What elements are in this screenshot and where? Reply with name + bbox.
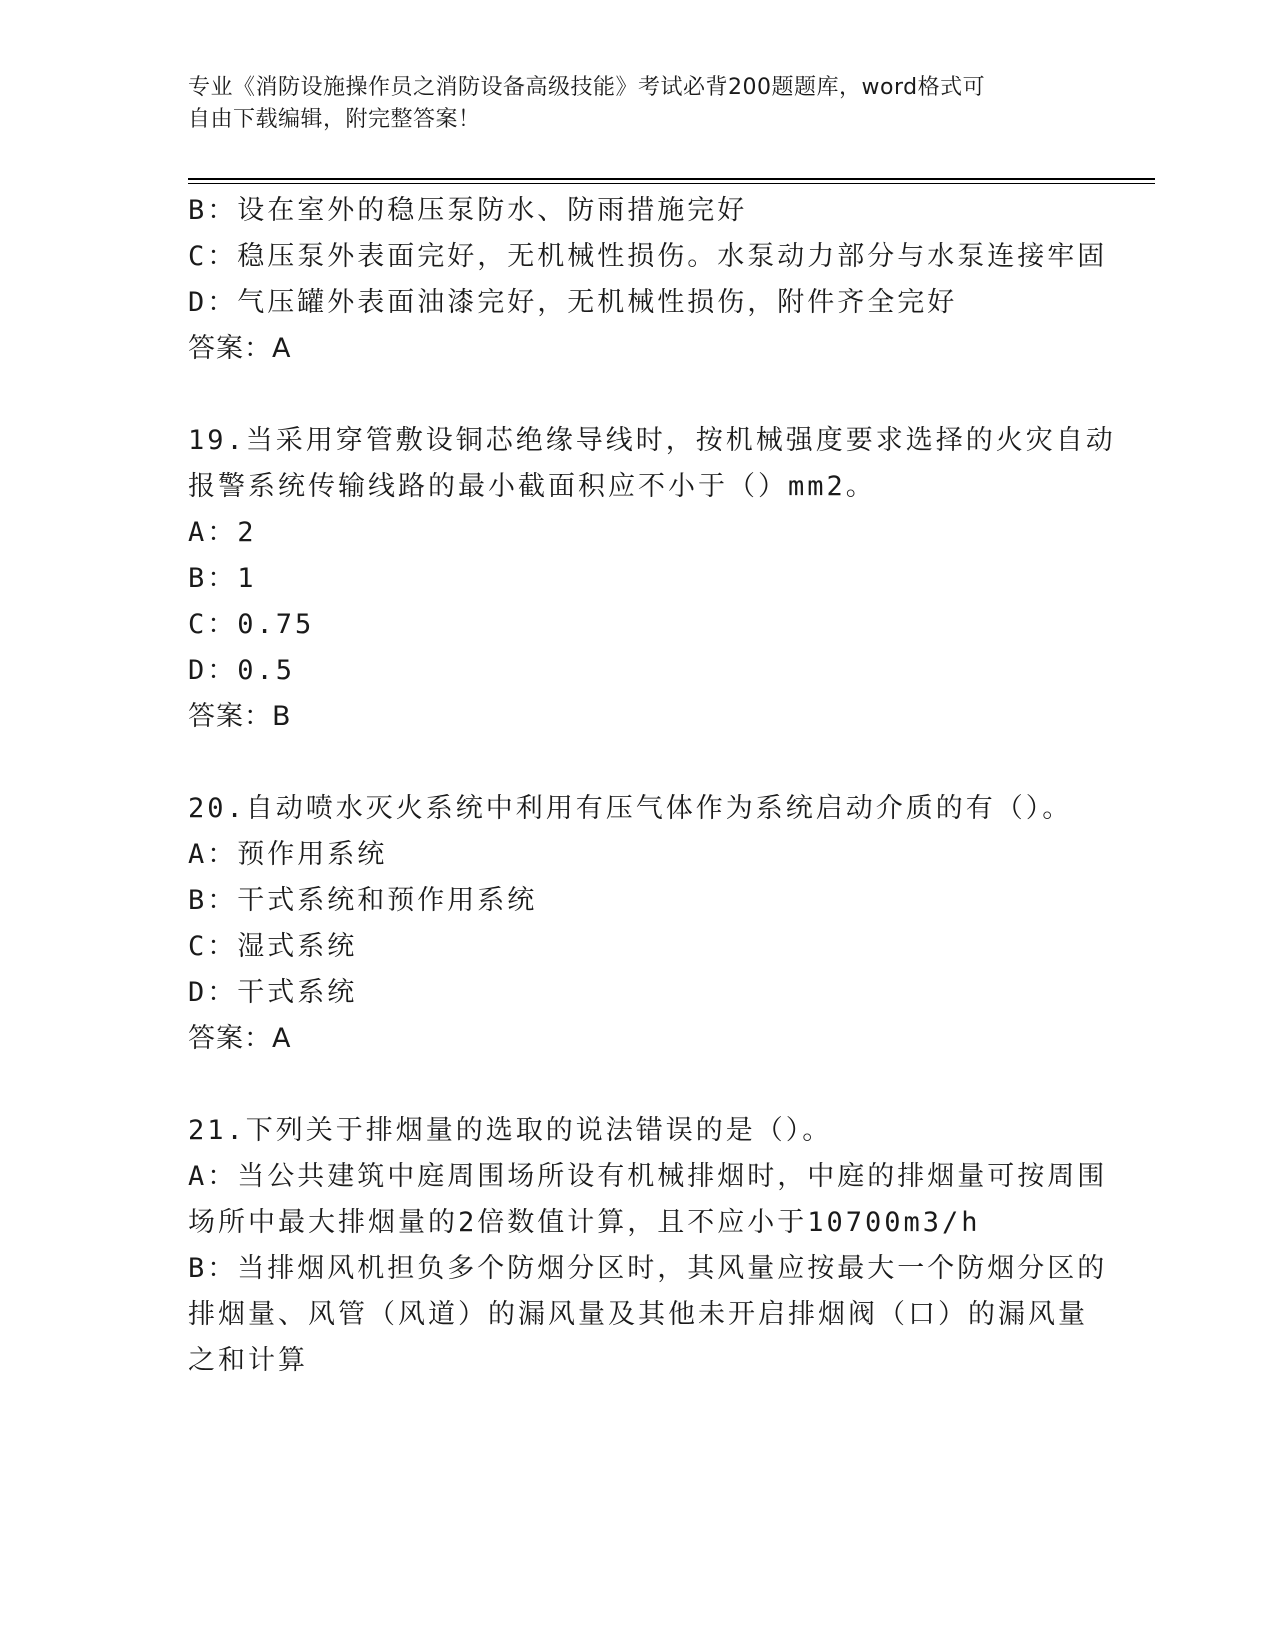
header-divider-thin: [188, 183, 1155, 184]
q18-answer: 答案：A: [188, 333, 292, 364]
q20-option-d: D：干式系统: [188, 977, 358, 1008]
document-header: [188, 72, 1088, 136]
q20-option-c: C：湿式系统: [188, 931, 358, 962]
q21-option-a-line-2: 场所中最大排烟量的2倍数值计算，且不应小于10700m3/h: [188, 1207, 981, 1238]
q19-option-d: D：0.5: [188, 655, 296, 686]
q20-stem: 20.自动喷水灭火系统中利用有压气体作为系统启动介质的有（）。: [188, 793, 1073, 824]
q21-option-b-line-2: 排烟量、风管（风道）的漏风量及其他未开启排烟阀（口）的漏风量: [188, 1299, 1088, 1330]
spacer: [188, 740, 1088, 786]
q21-stem: 21.下列关于排烟量的选取的说法错误的是（）。: [188, 1115, 833, 1146]
header-line-2: 自由下载编辑，附完整答案！: [188, 107, 481, 132]
question-19: [188, 418, 1116, 740]
q19-option-b: B：1: [188, 563, 257, 594]
q19-answer: 答案：B: [188, 701, 292, 732]
q18-option-d: D：气压罐外表面油漆完好，无机械性损伤，附件齐全完好: [188, 287, 958, 318]
q21-option-a-line-1: A：当公共建筑中庭周围场所设有机械排烟时，中庭的排烟量可按周围: [188, 1161, 1108, 1192]
q19-option-a: A：2: [188, 517, 257, 548]
header-divider-thick: [188, 178, 1155, 180]
q19-stem-line-1: 19.当采用穿管敷设铜芯绝缘导线时，按机械强度要求选择的火灾自动: [188, 425, 1116, 456]
spacer: [188, 372, 1088, 418]
q21-option-b-line-3: 之和计算: [188, 1345, 308, 1376]
question-21: [188, 1108, 1108, 1384]
question-18: [188, 188, 1108, 372]
q20-answer: 答案：A: [188, 1023, 292, 1054]
q20-option-b: B：干式系统和预作用系统: [188, 885, 538, 916]
document-body: [188, 188, 1116, 1384]
q18-option-b: B：设在室外的稳压泵防水、防雨措施完好: [188, 195, 748, 226]
q19-stem-line-2: 报警系统传输线路的最小截面积应不小于（）mm2。: [188, 471, 876, 502]
question-20: [188, 786, 1088, 1062]
q21-option-b-line-1: B：当排烟风机担负多个防烟分区时，其风量应按最大一个防烟分区的: [188, 1253, 1108, 1284]
q20-option-a: A：预作用系统: [188, 839, 388, 870]
q18-option-c: C：稳压泵外表面完好，无机械性损伤。水泵动力部分与水泵连接牢固: [188, 241, 1108, 272]
q19-option-c: C：0.75: [188, 609, 315, 640]
spacer: [188, 1062, 1088, 1108]
header-line-1: 专业《消防设施操作员之消防设备高级技能》考试必背200题题库，word格式可: [188, 75, 986, 100]
